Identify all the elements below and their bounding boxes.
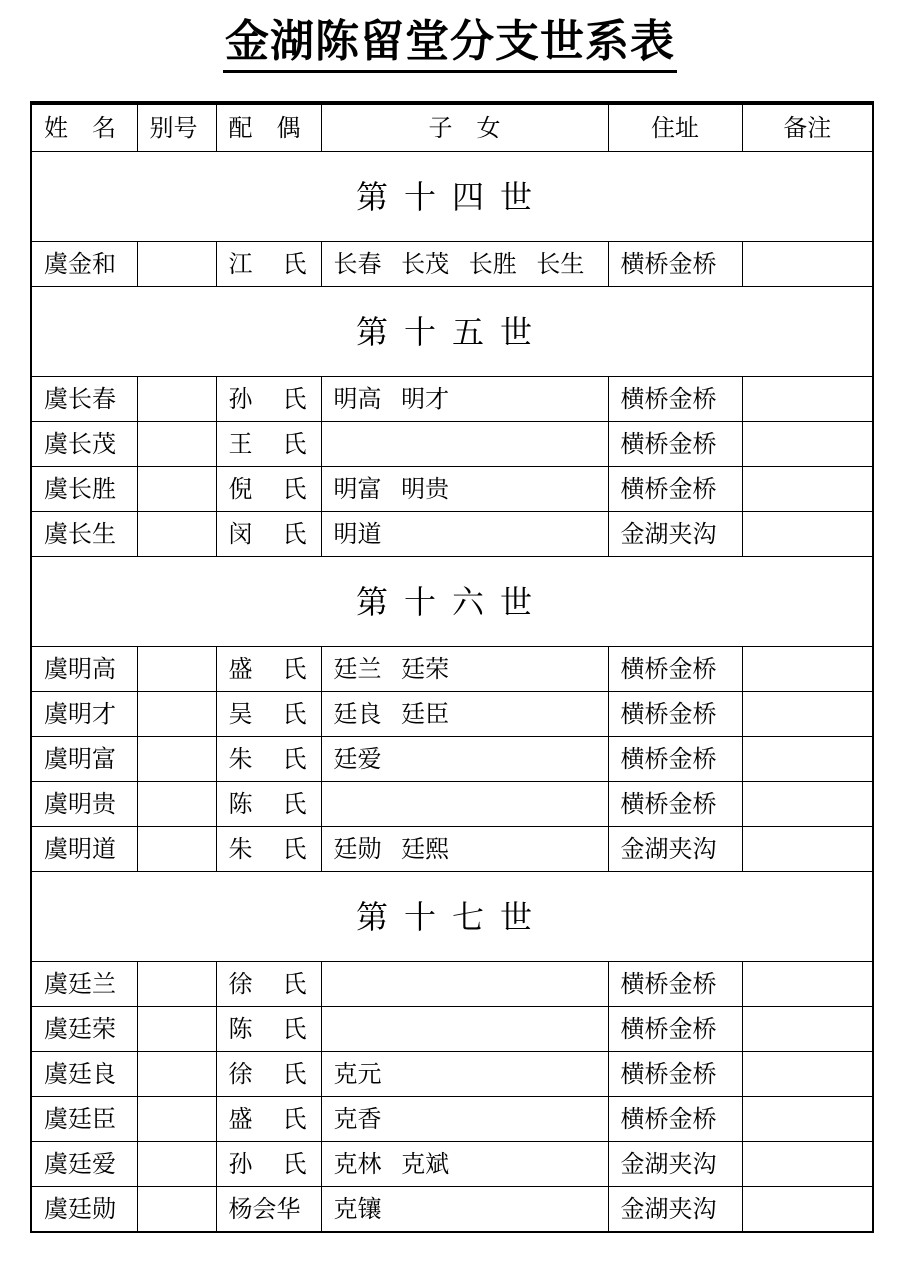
table-header-row — [31, 103, 873, 152]
cell-children: 克林 克斌 — [321, 1142, 608, 1187]
cell-address: 横桥金桥 — [608, 692, 742, 737]
cell-address: 横桥金桥 — [608, 377, 742, 422]
cell-remarks — [742, 512, 873, 557]
cell-children: 克香 — [321, 1097, 608, 1142]
spouse-split — [229, 702, 321, 726]
cell-spouse — [216, 737, 321, 782]
spouse-char: 氏 — [282, 700, 307, 728]
spouse-split — [229, 792, 321, 816]
spouse-split — [229, 387, 321, 411]
cell-children: 明道 — [321, 512, 608, 557]
generation-row — [31, 287, 873, 377]
table-row — [31, 737, 873, 782]
spouse-char: 氏 — [282, 835, 307, 863]
cell-alias — [137, 647, 216, 692]
header-spouse: 配 偶 — [216, 103, 321, 152]
table-row — [31, 1007, 873, 1052]
cell-spouse — [216, 467, 321, 512]
cell-spouse — [216, 782, 321, 827]
generation-row — [31, 872, 873, 962]
cell-name: 虞明富 — [31, 737, 137, 782]
table-row — [31, 782, 873, 827]
spouse-char: 氏 — [282, 655, 307, 683]
cell-children — [321, 422, 608, 467]
cell-remarks — [742, 1142, 873, 1187]
cell-spouse — [216, 827, 321, 872]
cell-name: 虞廷兰 — [31, 962, 137, 1007]
cell-children: 克元 — [321, 1052, 608, 1097]
cell-address: 横桥金桥 — [608, 782, 742, 827]
generation-row — [31, 557, 873, 647]
spouse-char: 王 — [228, 430, 253, 458]
cell-address: 横桥金桥 — [608, 1052, 742, 1097]
table-row — [31, 422, 873, 467]
cell-remarks — [742, 1097, 873, 1142]
cell-remarks — [742, 467, 873, 512]
cell-alias — [137, 377, 216, 422]
table-row — [31, 1097, 873, 1142]
generation-label: 第十四世 — [31, 152, 873, 242]
cell-name: 虞明高 — [31, 647, 137, 692]
cell-address: 横桥金桥 — [608, 467, 742, 512]
spouse-char: 盛 — [228, 655, 253, 683]
spouse-char: 盛 — [228, 1105, 253, 1133]
cell-alias — [137, 827, 216, 872]
cell-spouse — [216, 1142, 321, 1187]
table-body — [31, 152, 873, 1233]
cell-name: 虞明才 — [31, 692, 137, 737]
spouse-split — [229, 1017, 321, 1041]
cell-remarks — [742, 647, 873, 692]
generation-label: 第十五世 — [31, 287, 873, 377]
spouse-char: 徐 — [228, 970, 253, 998]
table-row — [31, 512, 873, 557]
spouse-char: 闵 — [228, 520, 253, 548]
cell-name: 虞明道 — [31, 827, 137, 872]
cell-children: 克镶 — [321, 1187, 608, 1233]
page-title-text: 金湖陈留堂分支世系表 — [223, 14, 677, 73]
spouse-char: 徐 — [228, 1060, 253, 1088]
spouse-char: 氏 — [282, 250, 307, 278]
cell-remarks — [742, 962, 873, 1007]
table-row — [31, 1142, 873, 1187]
cell-alias — [137, 1187, 216, 1233]
cell-address: 横桥金桥 — [608, 1007, 742, 1052]
header-name: 姓 名 — [31, 103, 137, 152]
cell-alias — [137, 242, 216, 287]
cell-address: 横桥金桥 — [608, 962, 742, 1007]
spouse-char: 氏 — [282, 1015, 307, 1043]
cell-spouse — [216, 422, 321, 467]
cell-address: 金湖夹沟 — [608, 827, 742, 872]
cell-children: 廷爱 — [321, 737, 608, 782]
cell-address: 金湖夹沟 — [608, 1187, 742, 1233]
cell-spouse — [216, 962, 321, 1007]
header-address: 住址 — [608, 103, 742, 152]
cell-name: 虞金和 — [31, 242, 137, 287]
cell-remarks — [742, 692, 873, 737]
spouse-char: 朱 — [228, 835, 253, 863]
table-row — [31, 467, 873, 512]
spouse-split — [229, 972, 321, 996]
cell-spouse: 杨会华 — [216, 1187, 321, 1233]
spouse-char: 氏 — [282, 790, 307, 818]
cell-name: 虞长胜 — [31, 467, 137, 512]
cell-alias — [137, 962, 216, 1007]
cell-name: 虞长茂 — [31, 422, 137, 467]
table-row — [31, 1052, 873, 1097]
cell-address: 横桥金桥 — [608, 737, 742, 782]
cell-alias — [137, 1142, 216, 1187]
cell-address: 横桥金桥 — [608, 242, 742, 287]
cell-alias — [137, 1052, 216, 1097]
spouse-char: 氏 — [282, 385, 307, 413]
header-remarks: 备注 — [742, 103, 873, 152]
table-row — [31, 242, 873, 287]
spouse-char: 氏 — [282, 520, 307, 548]
cell-name: 虞廷良 — [31, 1052, 137, 1097]
cell-address: 金湖夹沟 — [608, 512, 742, 557]
cell-spouse — [216, 692, 321, 737]
cell-remarks — [742, 1052, 873, 1097]
cell-alias — [137, 737, 216, 782]
cell-remarks — [742, 242, 873, 287]
cell-remarks — [742, 737, 873, 782]
spouse-split — [229, 252, 321, 276]
spouse-split — [229, 747, 321, 771]
spouse-char: 陈 — [228, 1015, 253, 1043]
cell-spouse — [216, 242, 321, 287]
spouse-char: 倪 — [228, 475, 253, 503]
cell-remarks — [742, 422, 873, 467]
cell-address: 金湖夹沟 — [608, 1142, 742, 1187]
cell-children: 明高 明才 — [321, 377, 608, 422]
spouse-char: 氏 — [282, 745, 307, 773]
table-row — [31, 377, 873, 422]
spouse-split — [229, 477, 321, 501]
page-title — [0, 14, 900, 76]
cell-spouse — [216, 512, 321, 557]
cell-alias — [137, 1007, 216, 1052]
cell-name: 虞长生 — [31, 512, 137, 557]
cell-address: 横桥金桥 — [608, 1097, 742, 1142]
spouse-char: 朱 — [228, 745, 253, 773]
cell-spouse — [216, 1007, 321, 1052]
cell-spouse — [216, 647, 321, 692]
header-children: 子 女 — [321, 103, 608, 152]
spouse-char: 氏 — [282, 475, 307, 503]
generation-row — [31, 152, 873, 242]
table-row — [31, 692, 873, 737]
cell-children: 长春 长茂 长胜 长生 — [321, 242, 608, 287]
spouse-split — [229, 1062, 321, 1086]
cell-children: 明富 明贵 — [321, 467, 608, 512]
spouse-split — [229, 657, 321, 681]
cell-remarks — [742, 1007, 873, 1052]
header-alias: 别号 — [137, 103, 216, 152]
cell-children — [321, 1007, 608, 1052]
cell-spouse — [216, 1097, 321, 1142]
spouse-split — [229, 837, 321, 861]
cell-name: 虞廷勋 — [31, 1187, 137, 1233]
cell-spouse — [216, 377, 321, 422]
cell-alias — [137, 1097, 216, 1142]
cell-alias — [137, 512, 216, 557]
cell-alias — [137, 422, 216, 467]
cell-name: 虞廷爱 — [31, 1142, 137, 1187]
cell-children: 廷良 廷臣 — [321, 692, 608, 737]
spouse-split — [229, 1107, 321, 1131]
spouse-split — [229, 1152, 321, 1176]
cell-remarks — [742, 827, 873, 872]
cell-remarks — [742, 782, 873, 827]
cell-alias — [137, 467, 216, 512]
cell-name: 虞廷臣 — [31, 1097, 137, 1142]
cell-children — [321, 782, 608, 827]
cell-spouse — [216, 1052, 321, 1097]
cell-remarks — [742, 1187, 873, 1233]
table-row — [31, 1187, 873, 1233]
spouse-split — [229, 432, 321, 456]
generation-label: 第十七世 — [31, 872, 873, 962]
spouse-char: 陈 — [228, 790, 253, 818]
cell-address: 横桥金桥 — [608, 422, 742, 467]
spouse-char: 氏 — [282, 1105, 307, 1133]
spouse-split — [229, 522, 321, 546]
generation-label: 第十六世 — [31, 557, 873, 647]
cell-name: 虞长春 — [31, 377, 137, 422]
spouse-char: 氏 — [282, 1060, 307, 1088]
table-row — [31, 827, 873, 872]
cell-remarks — [742, 377, 873, 422]
cell-address: 横桥金桥 — [608, 647, 742, 692]
spouse-char: 氏 — [282, 1150, 307, 1178]
spouse-char: 氏 — [282, 970, 307, 998]
spouse-char: 氏 — [282, 430, 307, 458]
cell-name: 虞廷荣 — [31, 1007, 137, 1052]
cell-children: 廷兰 廷荣 — [321, 647, 608, 692]
cell-alias — [137, 692, 216, 737]
spouse-char: 孙 — [228, 385, 253, 413]
table-row — [31, 647, 873, 692]
cell-alias — [137, 782, 216, 827]
cell-children: 廷勋 廷熙 — [321, 827, 608, 872]
spouse-char: 吴 — [228, 700, 253, 728]
spouse-char: 孙 — [228, 1150, 253, 1178]
genealogy-table — [30, 101, 874, 1233]
spouse-char: 江 — [228, 250, 253, 278]
cell-children — [321, 962, 608, 1007]
table-row — [31, 962, 873, 1007]
cell-name: 虞明贵 — [31, 782, 137, 827]
